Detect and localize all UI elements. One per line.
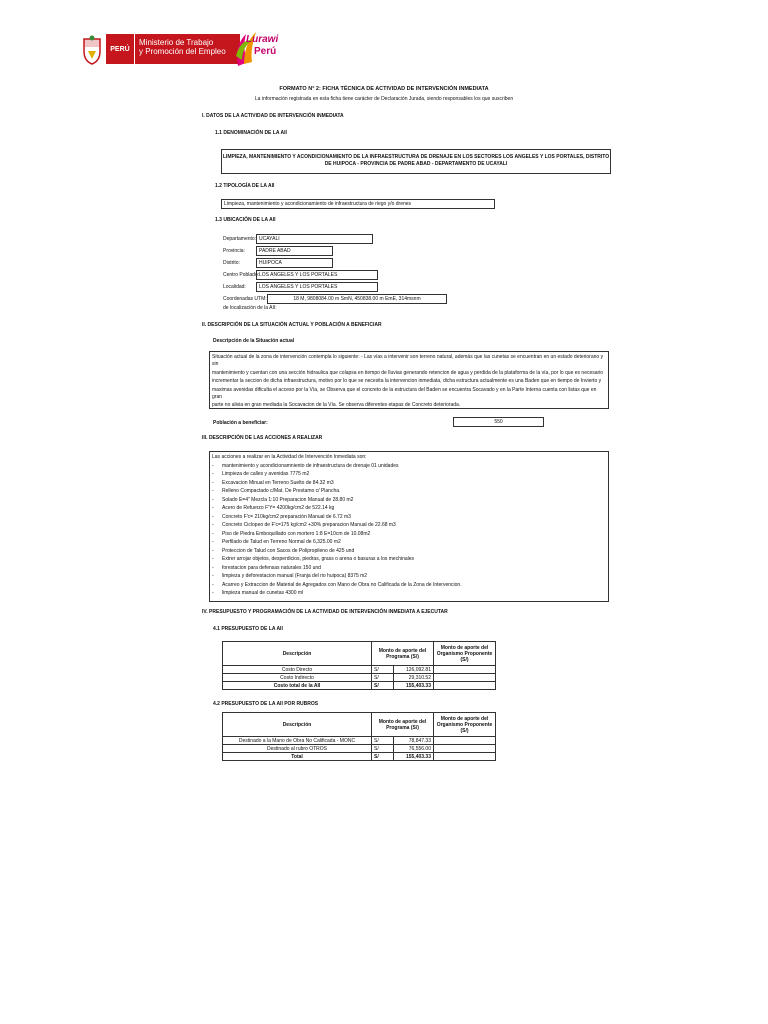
tipologia-box (221, 199, 495, 209)
ubic-value-distrito-box (256, 258, 333, 268)
accion-text: limpieza y deforestacion manual (Franja del rio huipoca) 8375 m2 (222, 573, 368, 579)
bullet-dash: - (212, 488, 214, 494)
situacion-line: maximas avenidas dificulta el acceso por la Vía, se Observa que el concreto de la estructura del Baden se encuentra Socavado y en la Parte Interna cuenta con listas que en gran (212, 386, 597, 400)
cell-desc: Total (223, 753, 372, 761)
poblacion-value: 550 (494, 419, 503, 425)
cell-desc: Costo total de la AII (223, 682, 372, 690)
bullet-dash: - (212, 513, 214, 520)
bullet-dash: - (212, 522, 214, 528)
accion-item (212, 480, 606, 487)
ubic-value-centro-poblado-box (256, 270, 378, 280)
accion-item (212, 548, 606, 555)
situacion-line: parte no alivia en gran mediada la Socavacion de la Vía. Se observa diferentes etapas de Concreto deteriorada. (212, 402, 461, 408)
situacion-subheading: Descripción de la Situación actual (213, 338, 295, 344)
cell-desc: Costo Directo (223, 666, 372, 674)
accion-text: forestacion para defensas naturales 150 und (222, 564, 321, 571)
ubic-value-provincia-box (256, 246, 333, 256)
situacion-line: incrementar la seccion de dicha infraestructura, motivo por lo que se necesita la intervencion inmediata, dicha estructura actualmente es una Baden que en tiempo de Invierto y (212, 378, 602, 384)
utm-value-box (267, 294, 447, 304)
budget-table (222, 641, 496, 690)
accion-text: Concreto F'c= 210kg/cm2 preparación Manual de 6.72 m3 (222, 513, 351, 520)
bullet-dash: - (212, 564, 214, 571)
cell-cur: S/ (372, 682, 394, 690)
ubic-value-localidad-box (256, 282, 378, 292)
accion-text: limpieza manual de cunetas 4300 ml (222, 590, 304, 596)
acciones-box (209, 451, 609, 602)
lurawi-peru-text: Perú (254, 46, 277, 57)
accion-item (212, 556, 606, 563)
accion-text: Relleno Compactado c/Mat. De Prestamo c/ Plancha. (222, 488, 341, 494)
accion-text: Limpieza de calles y avenidas 7775 m2 (222, 471, 310, 477)
s41-heading: 4.1 PRESUPUESTO DE LA AII (213, 626, 283, 632)
utm-label: Coordenadas UTM: (223, 296, 267, 302)
ministry-logo (80, 34, 240, 66)
situacion-line: Situación actual de la zona de intervención contempla lo siguiente: - Las vías a intervenir son terreno natural, además que las cunetas se encuentran en un estado deteriorano y sin (212, 354, 604, 367)
accion-text: mantenimiento y acondicionamniento de infraestructura de drenaje 01 unidades (222, 462, 399, 469)
col-desc-header: Descripción (223, 713, 372, 737)
cell-val: 78,847.33 (394, 737, 434, 745)
accion-item (212, 463, 606, 470)
bullet-dash: - (212, 539, 214, 545)
ubic-value-departamento: UCAYALI (259, 236, 280, 242)
ubic-label-localidad: Localidad: (223, 284, 246, 290)
bullet-dash: - (212, 471, 214, 477)
rubros-table-header (223, 713, 496, 737)
cell-cur: S/ (372, 745, 394, 753)
cell-val: 155,403.33 (394, 682, 434, 690)
bullet-dash: - (212, 547, 214, 554)
section3-heading: III. DESCRIPCIÓN DE LAS ACCIONES A REALIZAR (202, 435, 323, 441)
ubic-label-centro-poblado: Centro Poblado: (223, 272, 260, 278)
cell-organismo (434, 674, 496, 682)
cell-val: 155,403.33 (394, 753, 434, 761)
budget-rubros-table (222, 712, 496, 761)
poblacion-label: Población a beneficiar: (213, 420, 268, 426)
accion-item (212, 522, 606, 529)
denominacion-box (221, 149, 611, 174)
ubic-label-departamento: Departamento: (223, 236, 257, 242)
budget-table-header (223, 642, 496, 666)
bullet-dash: - (212, 556, 214, 562)
cell-desc: Destinado al rubro OTROS (223, 745, 372, 753)
accion-text: Extrer arrojar objetos, desperdicios, piedras, grass o arena o basuras a los mechinales (222, 556, 415, 562)
s42-heading: 4.2 PRESUPUESTO DE LA AII POR RUBROS (213, 701, 319, 707)
ubic-label-provincia: Provincia: (223, 248, 245, 254)
tipologia-value: Limpieza, mantenimiento y acondicionamiento de infraestructura de riego y/o drenes (224, 201, 412, 207)
cell-val: 126,092.81 (394, 666, 434, 674)
cell-cur: S/ (372, 737, 394, 745)
bullet-dash: - (212, 505, 214, 511)
situacion-box (209, 351, 609, 409)
section2-heading: II. DESCRIPCIÓN DE LA SITUACIÓN ACTUAL Y POBLACIÓN A BENEFICIAR (202, 322, 382, 328)
accion-item (212, 590, 606, 597)
ministry-line2: y Promoción del Empleo (139, 47, 226, 56)
accion-text: Acero de Refuerzo F'Y= 4200kg/cm2 de 522.14 kg (222, 505, 335, 511)
accion-item (212, 471, 606, 478)
col-desc-header: Descripción (223, 642, 372, 666)
cell-organismo (434, 745, 496, 753)
bullet-dash: - (212, 462, 214, 469)
section1-heading: I. DATOS DE LA ACTIVIDAD DE INTERVENCIÓN INMEDIATA (202, 113, 344, 119)
utm-value: 18 M, 9808084.00 m SmN, 450838.00 m EmE, 314msnm (293, 296, 421, 302)
ubic-label-distrito: Distrito: (223, 260, 240, 266)
accion-text: Perfilado de Talud en Terreno Normal de 6,325.00 m2 (222, 539, 341, 545)
cell-cur: S/ (372, 753, 394, 761)
s13-heading: 1.3 UBICACIÓN DE LA AII (215, 217, 276, 223)
acciones-intro: Las acciones a realizar en la Actividad de Intervención Inmediata son: (212, 454, 367, 460)
accion-item (212, 488, 606, 495)
accion-text: Piso de Piedra Emboquillado con mortero 1:8 E=10cm de 10.08m2 (222, 530, 371, 537)
s12-heading: 1.2 TIPOLOGÍA DE LA AII (215, 183, 275, 189)
bullet-dash: - (212, 496, 214, 503)
col-monto-organismo-header: Monto de aporte del Organismo Proponente (S/) (434, 713, 496, 737)
denominacion-line2: DE HUIPOCA - PROVINCIA DE PADRE ABAD - DEPARTAMENTO DE UCAYALI (324, 161, 508, 167)
cell-cur: S/ (372, 666, 394, 674)
cell-val: 76,556.00 (394, 745, 434, 753)
doc-title: FORMATO N° 2: FICHA TÉCNICA DE ACTIVIDAD DE INTERVENCIÓN INMEDIATA (279, 86, 489, 92)
bullet-dash: - (212, 581, 214, 588)
cell-organismo (434, 666, 496, 674)
accion-text: Concreto Ciclopeo de F'c=175 kg/cm2 +30% preparacion Manual de 22.68 m3 (222, 522, 396, 528)
ubic-value-provincia: PADRE ABAD (259, 248, 291, 254)
col-monto-organismo-header: Monto de aporte del Organismo Proponente (S/) (434, 642, 496, 666)
lurawi-logo (232, 26, 284, 70)
accion-text: Proteccion de Talud con Sacos de Polipropileno de 425 und (222, 547, 355, 554)
table-row (223, 674, 496, 682)
accion-item (212, 505, 606, 512)
table-row (223, 745, 496, 753)
cell-organismo (434, 682, 496, 690)
acciones-list (210, 463, 608, 598)
situacion-line: mantenimiento y cuentan con una sección hidraulica que colapsa en tiempo de lluvias generando retencion de agua y perdida de la plataforma de la vía, por lo que es necesario (212, 369, 604, 376)
accion-item (212, 582, 606, 589)
accion-text: Excavacion Minual en Terreno Suelto de 84.32 m3 (222, 479, 334, 486)
table-row (223, 753, 496, 761)
accion-text: Solado E=4" Mezcla 1:10 Preparacion Manual de 28.80 m2 (222, 496, 354, 503)
denominacion-line1: LIMPIEZA, MANTENIMIENTO Y ACONDICIONAMIENTO DE LA INFRAESTRUCTURA DE DRENAJE EN LOS SECTORES LOS ANGELES Y LOS PORTALES, DISTRITO (222, 154, 610, 160)
accion-item (212, 539, 606, 546)
ministry-name (135, 34, 240, 64)
bullet-dash: - (212, 530, 214, 537)
accion-text: Acarreo y Extraccion de Material de Agregados con Mano de Obra no Calificada de la Zona de Intervencion. (222, 581, 462, 588)
lurawi-text: Lurawi (246, 34, 279, 45)
table-row (223, 682, 496, 690)
coat-of-arms-icon (80, 35, 104, 65)
cell-cur: S/ (372, 674, 394, 682)
cell-organismo (434, 753, 496, 761)
cell-desc: Costo Indirecto (223, 674, 372, 682)
cell-desc: Destinado a la Mano de Obra No Calificada - MONC (223, 737, 372, 745)
accion-item (212, 497, 606, 504)
ubic-value-localidad: LOS ANGELES Y LOS PORTALES (259, 284, 338, 290)
col-monto-programa-header: Monto de aporte del Programa (S/) (372, 713, 434, 737)
table-row (223, 737, 496, 745)
ubic-value-distrito: HUIPOCA (259, 260, 282, 266)
poblacion-value-box (453, 417, 544, 427)
accion-item (212, 573, 606, 580)
s11-heading: 1.1 DENOMINACIÓN DE LA AII (215, 130, 287, 136)
ubic-value-centro-poblado: LOS ANGELES Y LOS PORTALES (259, 272, 338, 278)
col-monto-programa-header: Monto de aporte del Programa (S/) (372, 642, 434, 666)
ubic-value-departamento-box (256, 234, 373, 244)
table-row (223, 666, 496, 674)
accion-item (212, 565, 606, 572)
accion-item (212, 531, 606, 538)
bullet-dash: - (212, 479, 214, 486)
accion-item (212, 514, 606, 521)
utm-label2: de localización de la AII: (223, 305, 277, 311)
cell-val: 29,310.52 (394, 674, 434, 682)
doc-subtitle: La información registrada en esta ficha tiene carácter de Declaración Jurada, siendo responsables los que suscriben (254, 96, 514, 102)
bullet-dash: - (212, 590, 214, 596)
bullet-dash: - (212, 573, 214, 579)
ministry-line1: Ministerio de Trabajo (139, 38, 214, 47)
peru-label: PERÚ (106, 34, 134, 64)
cell-organismo (434, 737, 496, 745)
section4-heading: IV. PRESUPUESTO Y PROGRAMACIÓN DE LA ACTIVIDAD DE INTERVENCIÓN INMEDIATA A EJECUTAR (202, 609, 448, 615)
